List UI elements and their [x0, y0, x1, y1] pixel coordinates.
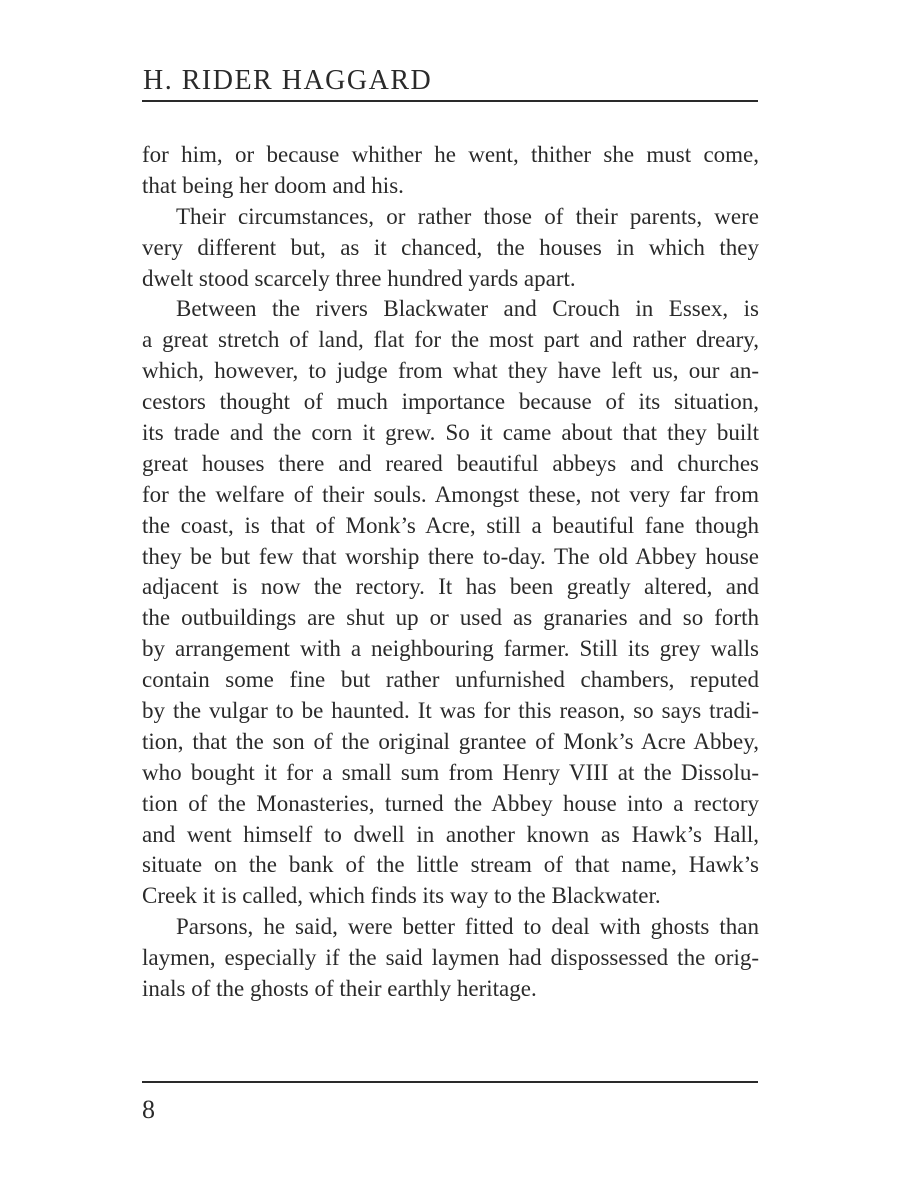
text-line: a great stretch of land, flat for the most part and rather dreary, [142, 327, 759, 353]
text-line: the coast, is that of Monk’s Acre, still a beautiful fane though [142, 512, 759, 538]
text-line: tion of the Monasteries, turned the Abbey house into a rectory [142, 790, 759, 816]
text-line: inals of the ghosts of their earthly heritage. [142, 976, 537, 1002]
header-rule [142, 100, 758, 102]
footer-rule [142, 1081, 758, 1083]
text-line: situate on the bank of the little stream of that name, Hawk’s [142, 852, 759, 878]
text-line: by arrangement with a neighbouring farmer. Still its grey walls [142, 636, 759, 662]
text-line: very different but, as it chanced, the houses in which they [142, 234, 759, 260]
text-line: for him, or because whither he went, thither she must come, [142, 142, 759, 167]
running-head: H. RIDER HAGGARD [143, 65, 433, 96]
text-line: dwelt stood scarcely three hundred yards apart. [142, 265, 576, 291]
text-line: which, however, to judge from what they have left us, our an- [142, 358, 759, 384]
text-line: Between the rivers Blackwater and Crouch in Essex, is [176, 296, 759, 322]
text-line: Their circumstances, or rather those of their parents, were [176, 203, 759, 229]
text-line: adjacent is now the rectory. It has been greatly altered, and [142, 574, 759, 600]
text-line: cestors thought of much importance because of its situation, [142, 389, 759, 415]
text-line: tion, that the son of the original grantee of Monk’s Acre Abbey, [142, 728, 759, 754]
text-line: Parsons, he said, were better fitted to deal with ghosts than [176, 914, 759, 940]
text-line: they be but few that worship there to-day. The old Abbey house [142, 543, 759, 569]
text-line: great houses there and reared beautiful abbeys and churches [142, 450, 759, 476]
text-line: by the vulgar to be haunted. It was for this reason, so says tradi- [142, 698, 759, 724]
text-line: its trade and the corn it grew. So it came about that they built [142, 420, 759, 446]
text-line: Creek it is called, which finds its way to the Blackwater. [142, 883, 661, 909]
text-line: contain some fine but rather unfurnished chambers, reputed [142, 667, 759, 693]
body-text [142, 140, 759, 1005]
text-line: who bought it for a small sum from Henry VIII at the Dissolu- [142, 759, 759, 785]
text-line: for the welfare of their souls. Amongst these, not very far from [142, 481, 759, 507]
text-line: that being her doom and his. [142, 172, 404, 198]
text-line: laymen, especially if the said laymen had dispossessed the orig- [142, 945, 759, 971]
text-line: and went himself to dwell in another known as Hawk’s Hall, [142, 821, 759, 847]
page-number: 8 [142, 1095, 155, 1124]
text-line: the outbuildings are shut up or used as granaries and so forth [142, 605, 759, 631]
